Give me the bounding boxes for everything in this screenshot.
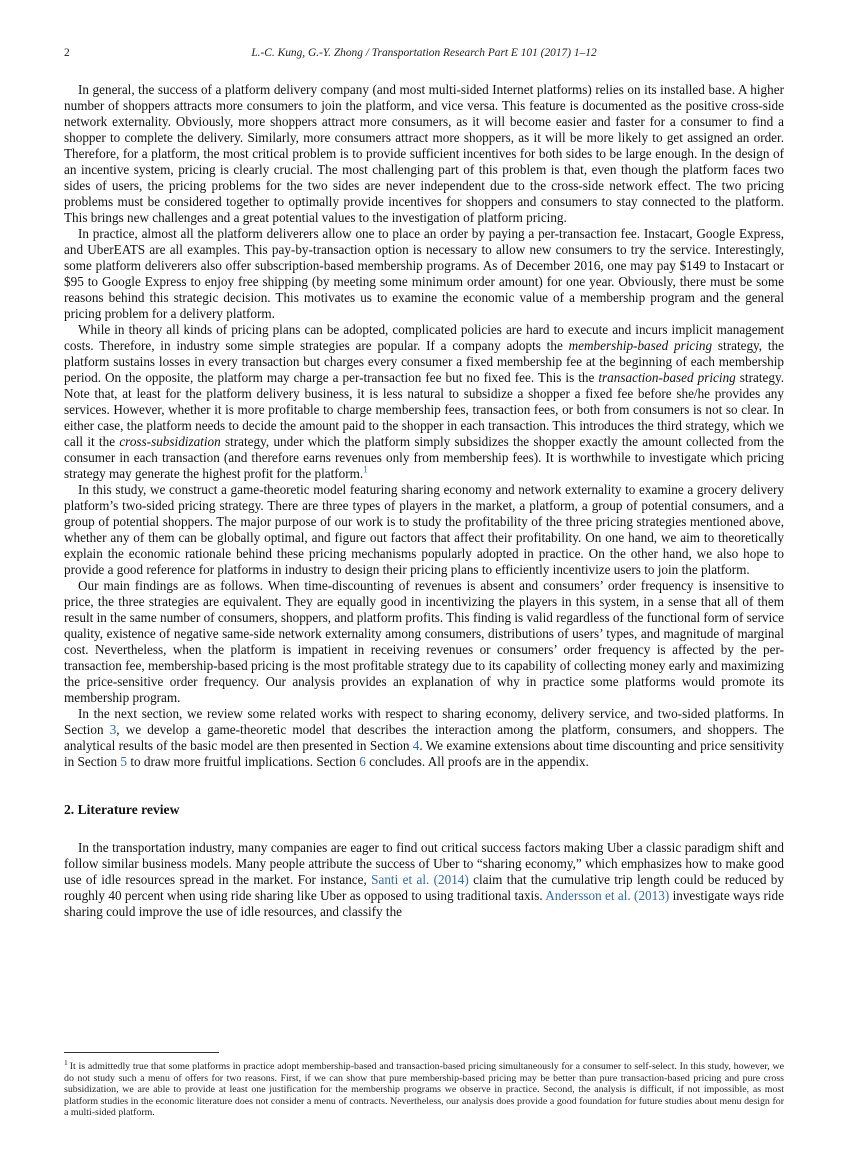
page-number: 2: [64, 47, 70, 59]
body-text: In general, the success of a platform delivery company (and most multi-sided Internet platforms) relies on its installed base. A higher number of shoppers attracts more consumers to join the platform, and vice versa. This feature is documented as the positive cross-side network externality. Obviously, more shoppers attract more consumers, as it will become easier and faster for a consumer to find a shopper to complete the delivery. Similarly, more consumers attract more shoppers, as it will be more likely to get assigned an order. Therefore, for a platform, the most critical problem is to provide sufficient incentives for both sides to be large enough. In the design of an incentive system, pricing is clearly crucial. The most challenging part of this problem is that, even though the platform faces two sides of users, the pricing problems for the two sides are never independent due to the cross-side network effect. The two pricing problems must be considered together to optimally provide incentives for shoppers and consumers to stay connected to the platform. This brings new challenges and a great potential values to the investigation of platform pricing.: [64, 82, 784, 225]
section-heading-literature-review: 2. Literature review: [64, 802, 180, 817]
body-text: concludes. All proofs are in the appendix.: [365, 754, 589, 769]
body-text: Our main findings are as follows. When time-discounting of revenues is absent and consumers’ order frequency is insensitive to price, the three strategies are equivalent. They are equally good in incentivizing the players in this system, in a sense that all of them result in the same number of consumers, shoppers, and platform profits. This finding is valid regardless of the functional form of service quality, existence of negative same-side network externality among consumers, distributions of users’ types, and magnitude of marginal cost. Nevertheless, when the platform is impatient in receiving revenues or consumers’ order frequency is affected by the per-transaction fee, membership-based pricing is the most profitable strategy due to its capability of collecting money early and maximizing the price-sensitive order frequency. Our analysis provides an explanation of why in practice some platforms would promote its membership program.: [64, 578, 784, 705]
paragraph: [64, 322, 784, 482]
term-membership-based-pricing: membership-based pricing: [568, 338, 713, 353]
section-5-link[interactable]: 5: [120, 754, 128, 769]
literature-review-section: [64, 840, 784, 920]
section-4-link[interactable]: 4: [412, 738, 420, 753]
body-text: investigate ways ride sharing could improve the use of idle resources, and classify the: [64, 888, 784, 919]
body-text: While in theory all kinds of pricing plans can be adopted, complicated policies are hard to execute and incurs implicit management costs. Therefore, in industry some simple strategies are popular. If a company adopts the: [64, 322, 784, 353]
body-text: In practice, almost all the platform deliverers allow one to place an order by paying a per-transaction fee. Instacart, Google Express, and UberEATS are all examples. This pay-by-transaction option is necessary to allow new consumers to try the service. Interestingly, some platform deliverers also offer subscription-based membership programs. As of December 2016, one may pay $149 to Instacart or $95 to Google Express to enjoy free shipping (by meeting some minimum order amount) for one year. Obviously, there must be some reasons behind this strategic decision. This motivates us to examine the economic value of a membership program and the general pricing problem for a delivery platform.: [64, 226, 784, 321]
footnote-1-marker: 1: [64, 1057, 68, 1067]
footnote-1-text: It is admittedly true that some platforms in practice adopt membership-based and transaction-based pricing simultaneously for a consumer to self-select. In this study, however, we do not study such a menu of offers for two reasons. First, if we can show that pure membership-based pricing may be better than pure transaction-based pricing and pure cross subsidization, we are able to provide at least one justification for the membership programs we observe in practice. Second, the analysis is difficult, if not impossible, as most platform studies in the economic literature does not consider a menu of contracts. Nevertheless, our analysis does provide a good foundation for future studies about menu design for a multi-sided platform.: [64, 1061, 784, 1119]
body-text: strategy, the platform sustains losses in every transaction but charges every consumer a fixed membership fee at the beginning of each membership period. On the opposite, the platform may charge a per-transaction fee but no fixed fee. This is the: [64, 338, 784, 385]
footnote-1: [64, 1057, 784, 1119]
paragraph: [64, 226, 784, 322]
citation-andersson-2013-link[interactable]: Andersson et al. (2013): [545, 888, 670, 903]
paragraph: [64, 82, 784, 226]
article-body: [64, 82, 784, 920]
footnote-1-ref-link[interactable]: 1: [363, 464, 368, 475]
introduction-section: [64, 82, 784, 770]
journal-running-title: L.-C. Kung, G.-Y. Zhong / Transportation Research Part E 101 (2017) 1–12: [251, 47, 597, 59]
footnote-rule: [64, 1052, 219, 1053]
paragraph: [64, 482, 784, 578]
citation-santi-2014-link[interactable]: Santi et al. (2014): [371, 872, 469, 887]
body-text: In the transportation industry, many companies are eager to find out critical success factors making Uber a classic paradigm shift and follow similar business models. Many people attribute the success of Uber to “sharing economy,” which emphasizes how to make good use of idle resources spread in the market. For instance,: [64, 840, 784, 887]
paragraph: [64, 840, 784, 920]
body-text: . We examine extensions about time discounting and price sensitivity in Section: [64, 738, 784, 769]
body-text: strategy, under which the platform simply subsidizes the shopper exactly the amount collected from the consumer in each transaction (and therefore earns revenues only from membership fees). It is worthwhile to investigate which pricing strategy may generate the highest profit for the platform.: [64, 434, 784, 481]
section-6-link[interactable]: 6: [359, 754, 366, 769]
body-text: , we develop a game-theoretic model that describes the interaction among the platform, consumers, and shoppers. The analytical results of the basic model are then presented in Section: [64, 722, 784, 753]
running-head: [64, 46, 784, 60]
paragraph: [64, 578, 784, 706]
term-cross-subsidization: cross-subsidization: [119, 434, 221, 449]
section-3-link[interactable]: 3: [109, 722, 117, 737]
footnote-area: [64, 1052, 784, 1119]
body-text: In this study, we construct a game-theoretic model featuring sharing economy and network externality to examine a grocery delivery platform’s two-sided pricing strategy. There are three types of players in the market, a platform, a group of potential consumers, and a group of potential shoppers. The major purpose of our work is to study the profitability of the three pricing strategies mentioned above, whether any of them can be globally optimal, and figure out factors that affect their profitability. On one hand, we aim to theoretically explain the economic rationale behind these pricing mechanisms popularly adopted in practice. On the other hand, we also hope to provide a good reference for platforms in industry to design their pricing plans to efficiently incentivize users to join the platform.: [64, 482, 784, 577]
body-text: to draw more fruitful implications. Section: [127, 754, 360, 769]
term-transaction-based-pricing: transaction-based pricing: [598, 370, 736, 385]
paragraph: [64, 706, 784, 770]
body-text: strategy. Note that, at least for the platform delivery business, it is less natural to subsidize a shopper a fixed fee before she/he provides any services. However, whether it is more profitable to charge membership fees, transaction fees, or both from consumers is not so clear. In either case, the platform needs to decide the amount paid to the shopper in each transaction. This introduces the third strategy, which we call it the: [64, 370, 784, 449]
body-text: claim that the cumulative trip length could be reduced by roughly 40 percent when using ride sharing like Uber as opposed to using traditional taxis.: [64, 872, 784, 903]
body-text: In the next section, we review some related works with respect to sharing economy, delivery service, and two-sided platforms. In Section: [64, 706, 784, 737]
